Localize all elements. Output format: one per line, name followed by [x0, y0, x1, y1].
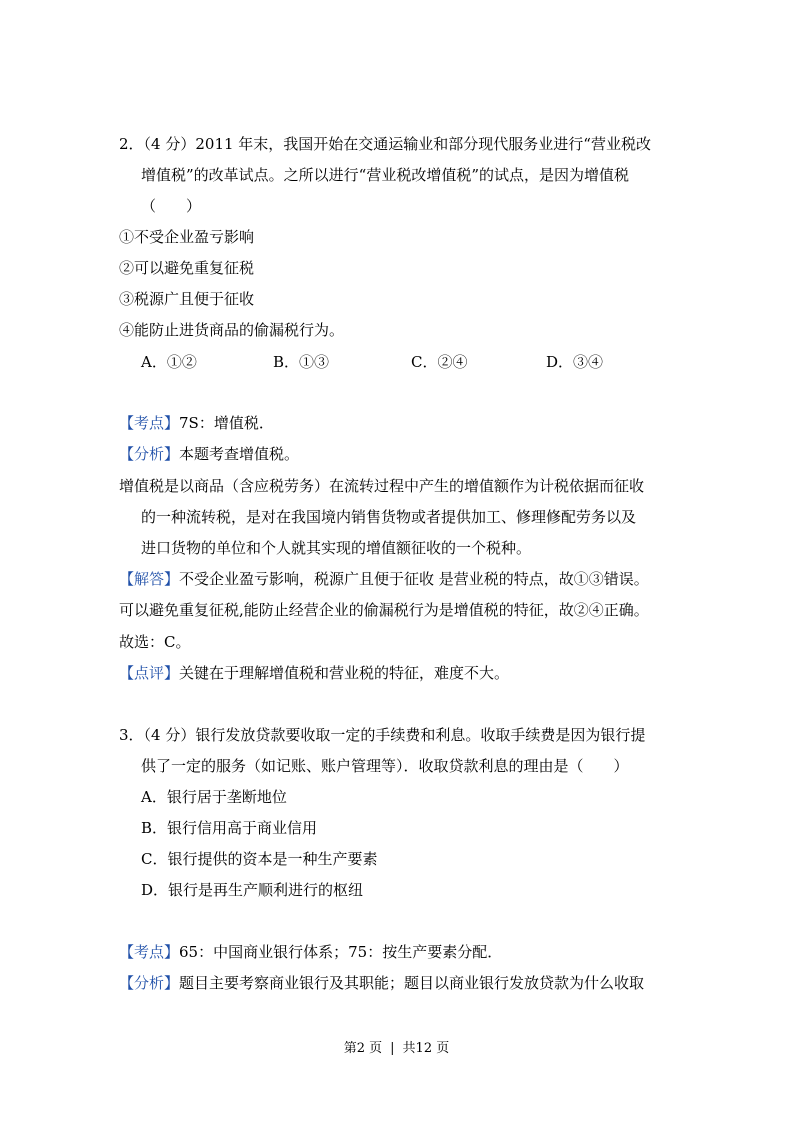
a2-jieda [119, 569, 649, 589]
a2-jieda-line-2: 可以避免重复征税,能防止经营企业的偷漏税行为是增值税的特征，故②④正确。 [119, 601, 649, 619]
footer-separator: | [390, 1041, 395, 1056]
a2-body-line-2: 的一种流转税，是对在我国境内销售货物或者提供加工、修理修配劳务以及 [141, 508, 637, 526]
q2-item-2: ②可以避免重复征税 [119, 259, 255, 277]
q3-option-d: D．银行是再生产顺利进行的枢纽 [141, 881, 364, 899]
fenxi-text: 本题考查增值税。 [179, 445, 300, 463]
kaodian-tag: 【考点】 [119, 414, 180, 432]
q2-stem-line-2: 增值税”的改革试点。之所以进行“营业税改增值税”的试点，是因为增值税 [141, 166, 630, 184]
q2-stem-line-3: （ ） [141, 197, 202, 215]
a3-fenxi [119, 973, 644, 993]
q3-stem-line-2: 供了一定的服务（如记账、账户管理等）．收取贷款利息的理由是（ ） [141, 757, 629, 775]
a2-body-line-1: 增值税是以商品（含应税劳务）在流转过程中产生的增值额作为计税依据而征收 [119, 477, 645, 495]
q2-item-4: ④能防止进货商品的偷漏税行为。 [119, 321, 345, 339]
q2-option-c: C．②④ [411, 353, 468, 371]
q2-option-b: B．①③ [273, 353, 330, 371]
q3-option-a: A．银行居于垄断地位 [141, 788, 287, 806]
kaodian-text: 7S：增值税． [179, 414, 274, 432]
a2-body-line-3: 进口货物的单位和个人就其实现的增值额征收的一个税种。 [141, 539, 532, 557]
q2-item-3: ③税源广且便于征收 [119, 290, 255, 308]
fenxi-tag: 【分析】 [119, 974, 180, 992]
q2-option-d: D．③④ [546, 353, 604, 371]
fenxi-tag: 【分析】 [119, 445, 180, 463]
q2-option-a: A．①② [141, 353, 197, 371]
a2-jieda-line-3: 故选：C。 [119, 633, 191, 651]
q3-option-c: C．银行提供的资本是一种生产要素 [141, 850, 378, 868]
a2-kaodian [119, 413, 274, 433]
q3-stem-line-1: 3．（4 分）银行发放贷款要收取一定的手续费和利息。收取手续费是因为银行提 [119, 726, 646, 744]
q2-stem-line-1: 2．（4 分）2011 年末，我国开始在交通运输业和部分现代服务业进行“营业税改 [119, 135, 651, 153]
page-footer [0, 1040, 793, 1058]
jieda-tag: 【解答】 [119, 570, 180, 588]
a2-fenxi [119, 444, 299, 464]
fenxi-text: 题目主要考察商业银行及其职能；题目以商业银行发放贷款为什么收取 [179, 974, 645, 992]
a3-kaodian [119, 942, 502, 962]
kaodian-tag: 【考点】 [119, 943, 180, 961]
a2-dianping [119, 663, 509, 683]
jieda-text: 不受企业盈亏影响，税源广且便于征收 是营业税的特点，故①③错误。 [179, 570, 649, 588]
page-number: 第2 页 [343, 1041, 383, 1056]
dianping-text: 关键在于理解增值税和营业税的特征，难度不大。 [179, 664, 510, 682]
dianping-tag: 【点评】 [119, 664, 180, 682]
page-total: 共12 页 [402, 1041, 450, 1056]
kaodian-text: 65：中国商业银行体系；75：按生产要素分配． [179, 943, 503, 961]
q2-item-1: ①不受企业盈亏影响 [119, 228, 255, 246]
q3-option-b: B．银行信用高于商业信用 [141, 819, 318, 837]
